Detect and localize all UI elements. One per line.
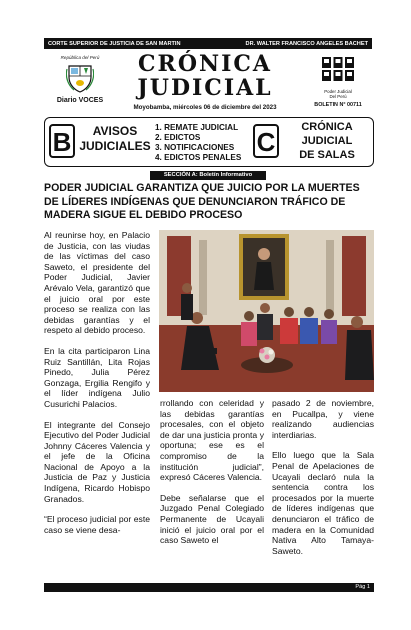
- republic-label: República del Perú: [60, 55, 100, 60]
- judiciary-line-1: Poder Judicial: [324, 89, 352, 94]
- masthead: [120, 52, 290, 100]
- top-bar: [44, 38, 372, 49]
- court-name: CORTE SUPERIOR DE JUSTICIA DE SAN MARTIN: [48, 40, 181, 47]
- paragraph: Al reunirse hoy, en Palacio de Justicia, con las viudas de las víctimas del caso Saweto, el presidente del Poder Judicial, Javier Arévalo Vela, garantizó que el juicio oral por este proceso se realiza con las debidas garantías y el respeto al debido proceso.: [44, 230, 150, 336]
- bulletin-number: BOLETIN N° 00711: [314, 102, 362, 108]
- notices-item: 1. REMATE JUDICIAL: [155, 123, 239, 132]
- chambers-title: [283, 120, 371, 162]
- national-seal: [52, 55, 108, 111]
- notices-list: [155, 123, 241, 163]
- chambers-title-line: DE SALAS: [299, 149, 355, 161]
- article-column-2: [160, 398, 264, 556]
- chambers-title-line: CRÓNICA: [301, 121, 353, 133]
- judiciary-logo-icon: [321, 56, 355, 82]
- paragraph: En la cita participaron Lina Ruiz Santillán, Lita Rojas Pinedo, Julia Pérez Gonzaga, Ergilia Rengifo y el líder indígena Julio Cusurichi Palacios.: [44, 345, 150, 409]
- paragraph: Ello luego que la Sala Penal de Apelaciones de Ucayali declaró nula la sentencia contra los procesados por la muerte de líderes indígenas que denunciaron el tráfico de madera en la Comunidad Nativa Alto Tamaya-Saweto.: [272, 450, 374, 556]
- article-column-3: [272, 398, 374, 566]
- dateline: Moyobamba, miércoles 06 de diciembre del 2023: [133, 104, 277, 111]
- notices-item: 4. EDICTOS PENALES: [155, 153, 242, 162]
- masthead-line-1: CRÓNICA: [138, 51, 272, 77]
- article-column-1: [44, 230, 150, 545]
- paragraph: Debe señalarse que el Juzgado Penal Colegiado Permanente de Ucayali inició el juicio oral por el caso Saweto el: [160, 492, 264, 546]
- judiciary-logo-block: [310, 56, 366, 108]
- page-number: Pág 1: [355, 584, 370, 590]
- notices-letter-b: B: [49, 124, 75, 158]
- article-photo: [159, 230, 374, 392]
- page-footer: [44, 583, 374, 592]
- notices-title: [79, 124, 151, 154]
- paragraph: “El proceso judicial por este caso se viene desa-: [44, 514, 150, 535]
- section-label: SECCIÓN A: Boletín Informativo: [150, 171, 266, 180]
- chambers-letter-c: C: [253, 124, 279, 158]
- coat-of-arms-icon: [66, 63, 94, 93]
- notices-item: 2. EDICTOS: [155, 133, 201, 142]
- notices-box: [44, 117, 374, 167]
- court-president: DR. WALTER FRANCISCO ANGELES BACHET: [245, 40, 368, 47]
- chambers-title-line: JUDICIAL: [301, 135, 353, 147]
- paragraph: El integrante del Consejo Ejecutivo del Poder Judicial Johnny Cáceres Valencia y el jefe de la Oficina Nacional de Apoyo a la Justicia de Paz y Justicia Indígena, Ricardo Hobispo Granados.: [44, 419, 150, 504]
- article-headline: PODER JUDICIAL GARANTIZA QUE JUICIO POR LA MUERTES DE LÍDERES INDÍGENAS QUE DENUNCIARON TRÁFICO DE MADERA SIGUE EL DEBIDO PROCESO: [44, 182, 360, 221]
- paragraph: rrollando con celeridad y las debidas garantías procesales, con el objeto de dar una justicia pronta y oportuna; ese es el compromiso de la institución judicial”, expresó Cáceres Valencia.: [160, 398, 264, 483]
- judiciary-line-2: Del Perú: [329, 94, 347, 99]
- notices-title-line-2: JUDICIALES: [79, 139, 151, 153]
- masthead-line-2: JUDICIAL: [137, 75, 273, 101]
- notices-title-line-1: AVISOS: [92, 124, 138, 138]
- notices-item: 3. NOTIFICACIONES: [155, 143, 235, 152]
- paragraph: pasado 2 de noviembre, en Pucallpa, y viene realizando audiencias interdiarias.: [272, 398, 374, 440]
- brand-name: Diario VOCES: [56, 97, 104, 104]
- meeting-photo-illustration: [159, 230, 374, 392]
